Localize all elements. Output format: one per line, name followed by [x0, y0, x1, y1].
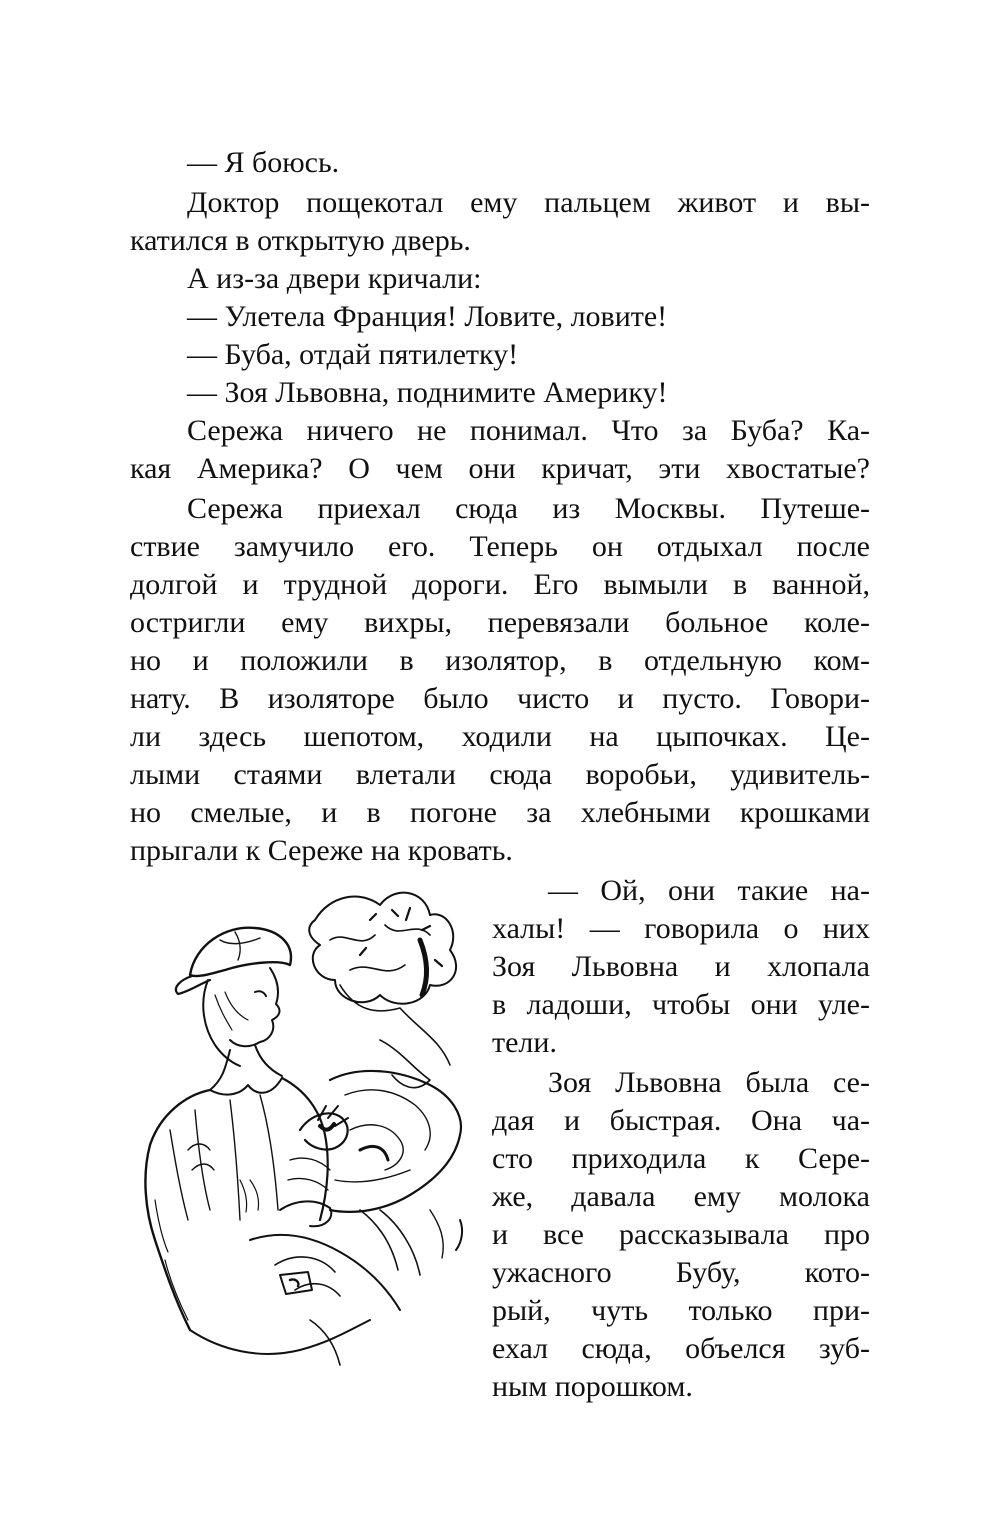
- text-line-7: — Зоя Львовна, поднимите Америку!: [187, 376, 668, 409]
- column-line-3: Зоя Львовна и хлопала: [492, 950, 870, 983]
- column-line-14: ным порошком.: [492, 1370, 693, 1403]
- column-line-8: сто приходила к Сере-: [492, 1142, 870, 1175]
- column-line-12: рый, чуть только при-: [492, 1294, 870, 1327]
- text-line-5: — Улетела Франция! Ловите, ловите!: [187, 300, 668, 333]
- text-line-12: долгой и трудной дороги. Его вымыли в ванной,: [130, 568, 870, 601]
- text-line-4: А из-за двери кричали:: [187, 262, 482, 295]
- text-line-17: лыми стаями влетали сюда воробьи, удивитель-: [130, 758, 870, 791]
- ink-sketch-woman-with-map-icon: [130, 880, 475, 1380]
- column-line-13: ехал сюда, объелся зуб-: [492, 1332, 870, 1365]
- text-line-10: Сережа приехал сюда из Москвы. Путеше-: [187, 492, 870, 525]
- column-line-11: ужасного Бубу, кото-: [492, 1256, 870, 1289]
- text-line-11: ствие замучило его. Теперь он отдыхал после: [130, 530, 870, 563]
- text-line-9: кая Америка? О чем они кричат, эти хвостатые?: [130, 452, 870, 485]
- text-line-8: Сережа ничего не понимал. Что за Буба? Ка-: [187, 414, 870, 447]
- text-line-2: Доктор пощекотал ему пальцем живот и вы-: [187, 186, 870, 219]
- text-line-19: прыгали к Сереже на кровать.: [130, 834, 513, 867]
- column-line-6: Зоя Львовна была се-: [548, 1066, 870, 1099]
- text-line-16: ли здесь шепотом, ходили на цыпочках. Це-: [130, 720, 870, 753]
- column-line-1: — Ой, они такие на-: [548, 874, 870, 907]
- text-line-13: остригли ему вихры, перевязали больное коле-: [130, 606, 870, 639]
- text-line-18: но смелые, и в погоне за хлебными крошками: [130, 796, 870, 829]
- column-line-2: халы! — говорила о них: [492, 912, 870, 945]
- column-line-10: и все рассказывала про: [492, 1218, 870, 1251]
- text-line-1: — Я боюсь.: [187, 146, 340, 179]
- column-line-9: же, давала ему молока: [492, 1180, 870, 1213]
- text-line-3: катился в открытую дверь.: [130, 224, 471, 257]
- column-line-5: тели.: [492, 1026, 557, 1059]
- text-line-14: но и положили в изолятор, в отдельную ком-: [130, 644, 870, 677]
- text-line-15: нату. В изоляторе было чисто и пусто. Говори-: [130, 682, 870, 715]
- text-line-6: — Буба, отдай пятилетку!: [187, 338, 519, 371]
- column-line-7: дая и быстрая. Она ча-: [492, 1104, 870, 1137]
- column-line-4: в ладоши, чтобы они уле-: [492, 988, 870, 1021]
